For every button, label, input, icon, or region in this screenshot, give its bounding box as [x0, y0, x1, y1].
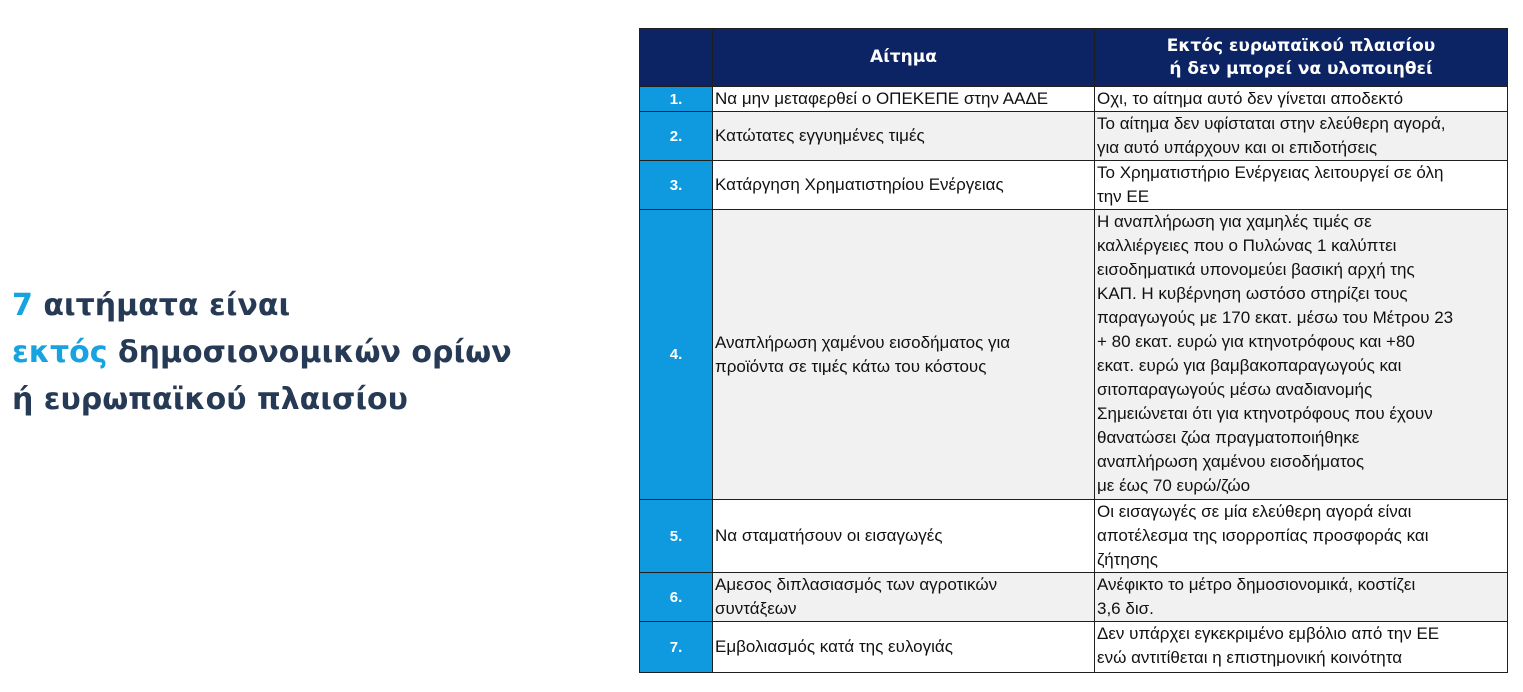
headline-line-1-text: αιτήματα είναι: [32, 288, 291, 323]
headline-accent-word: εκτός: [12, 335, 108, 370]
table-row: [640, 500, 1508, 573]
table-row: [640, 87, 1508, 112]
row-number: 7.: [640, 622, 713, 673]
answer-line: ζήτησης: [1097, 550, 1158, 569]
row-request: [713, 161, 1095, 210]
answer-line: Οι εισαγωγές σε μία ελεύθερη αγορά είναι: [1097, 502, 1412, 521]
table-row: [640, 161, 1508, 210]
answer-line: για αυτό υπάρχουν και οι επιδοτήσεις: [1097, 138, 1378, 157]
row-number: 6.: [640, 573, 713, 622]
row-answer: [1095, 161, 1508, 210]
request-line: Να σταματήσουν οι εισαγωγές: [715, 526, 943, 545]
headline-line-2-text: δημοσιονομικών ορίων: [107, 335, 512, 370]
row-number: 1.: [640, 87, 713, 112]
row-answer: [1095, 210, 1508, 500]
request-line: Εμβολιασμός κατά της ευλογιάς: [715, 637, 953, 656]
answer-line: Σημειώνεται ότι για κτηνοτρόφους που έχουν: [1097, 404, 1433, 423]
headline: [12, 282, 612, 423]
answer-line: Η αναπλήρωση για χαμηλές τιμές σε: [1097, 212, 1372, 231]
row-request: [713, 112, 1095, 161]
answer-line: ενώ αντιτίθεται η επιστημονική κοινότητα: [1097, 648, 1403, 667]
row-request: [713, 622, 1095, 673]
headline-line-1: [12, 282, 612, 329]
answer-line: καλλιέργειες που ο Πυλώνας 1 καλύπτει: [1097, 236, 1397, 255]
request-line: Κατάργηση Χρηματιστηρίου Ενέργειας: [715, 175, 1004, 194]
row-number: 3.: [640, 161, 713, 210]
header-answer-line-2: ή δεν μπορεί να υλοποιηθεί: [1169, 58, 1433, 79]
row-number: 5.: [640, 500, 713, 573]
answer-line: αναπλήρωση χαμένου εισοδήματος: [1097, 452, 1365, 471]
header-answer: [1095, 29, 1508, 87]
answer-line: Το Χρηματιστήριο Ενέργειας λειτουργεί σε όλη: [1097, 163, 1444, 182]
answer-line: παραγωγούς με 170 εκατ. μέσω του Μέτρου 23: [1097, 308, 1454, 327]
headline-line-3: ή ευρωπαϊκού πλαισίου: [12, 382, 408, 417]
row-answer: [1095, 87, 1508, 112]
answer-line: Δεν υπάρχει εγκεκριμένο εμβόλιο από την ΕΕ: [1097, 624, 1440, 643]
row-request: [713, 573, 1095, 622]
answer-line: με έως 70 ευρώ/ζώο: [1097, 476, 1251, 495]
row-request: [713, 500, 1095, 573]
request-line: συντάξεων: [715, 599, 797, 618]
headline-count: 7: [12, 288, 33, 323]
row-answer: [1095, 573, 1508, 622]
request-line: Κατώτατες εγγυημένες τιμές: [715, 126, 925, 145]
requests-table: [639, 28, 1508, 673]
table-row: [640, 210, 1508, 500]
row-answer: [1095, 500, 1508, 573]
header-request: Αίτημα: [713, 29, 1095, 87]
request-line: Να μην μεταφερθεί ο ΟΠΕΚΕΠΕ στην ΑΑΔΕ: [715, 89, 1049, 108]
row-number: 2.: [640, 112, 713, 161]
request-line: Αναπλήρωση χαμένου εισοδήματος για: [715, 332, 1011, 352]
answer-line: + 80 εκατ. ευρώ για κτηνοτρόφους και +80: [1097, 332, 1415, 351]
request-line: προϊόντα σε τιμές κάτω του κόστους: [715, 356, 987, 376]
answer-line: σιτοπαραγωγούς μέσω αναδιανομής: [1097, 380, 1373, 399]
answer-line: εκατ. ευρώ για βαμβακοπαραγωγούς και: [1097, 356, 1402, 375]
answer-line: την ΕΕ: [1097, 187, 1150, 206]
row-number: 4.: [640, 210, 713, 500]
row-answer: [1095, 622, 1508, 673]
answer-line: 3,6 δισ.: [1097, 599, 1154, 618]
answer-line: θανατώσει ζώα πραγματοποιήθηκε: [1097, 428, 1360, 447]
row-answer: [1095, 112, 1508, 161]
answer-line: Το αίτημα δεν υφίσταται στην ελεύθερη αγορά,: [1097, 114, 1446, 133]
row-request: [713, 210, 1095, 500]
table-row: [640, 573, 1508, 622]
table-row: [640, 112, 1508, 161]
answer-line: εισοδηματικά υπονομεύει βασική αρχή της: [1097, 260, 1415, 279]
header-answer-line-1: Εκτός ευρωπαϊκού πλαισίου: [1166, 35, 1436, 56]
row-request: [713, 87, 1095, 112]
answer-line: Οχι, το αίτημα αυτό δεν γίνεται αποδεκτό: [1097, 89, 1404, 108]
request-line: Αμεσος διπλασιασμός των αγροτικών: [715, 575, 998, 594]
headline-line-2: [12, 329, 612, 376]
answer-line: ΚΑΠ. Η κυβέρνηση ωστόσο στηρίζει τους: [1097, 284, 1408, 303]
answer-line: Ανέφικτο το μέτρο δημοσιονομικά, κοστίζει: [1097, 575, 1416, 594]
table-header-row: [640, 29, 1508, 87]
table-row: [640, 622, 1508, 673]
answer-line: αποτέλεσμα της ισορροπίας προσφοράς και: [1097, 526, 1429, 545]
header-number: [640, 29, 713, 87]
